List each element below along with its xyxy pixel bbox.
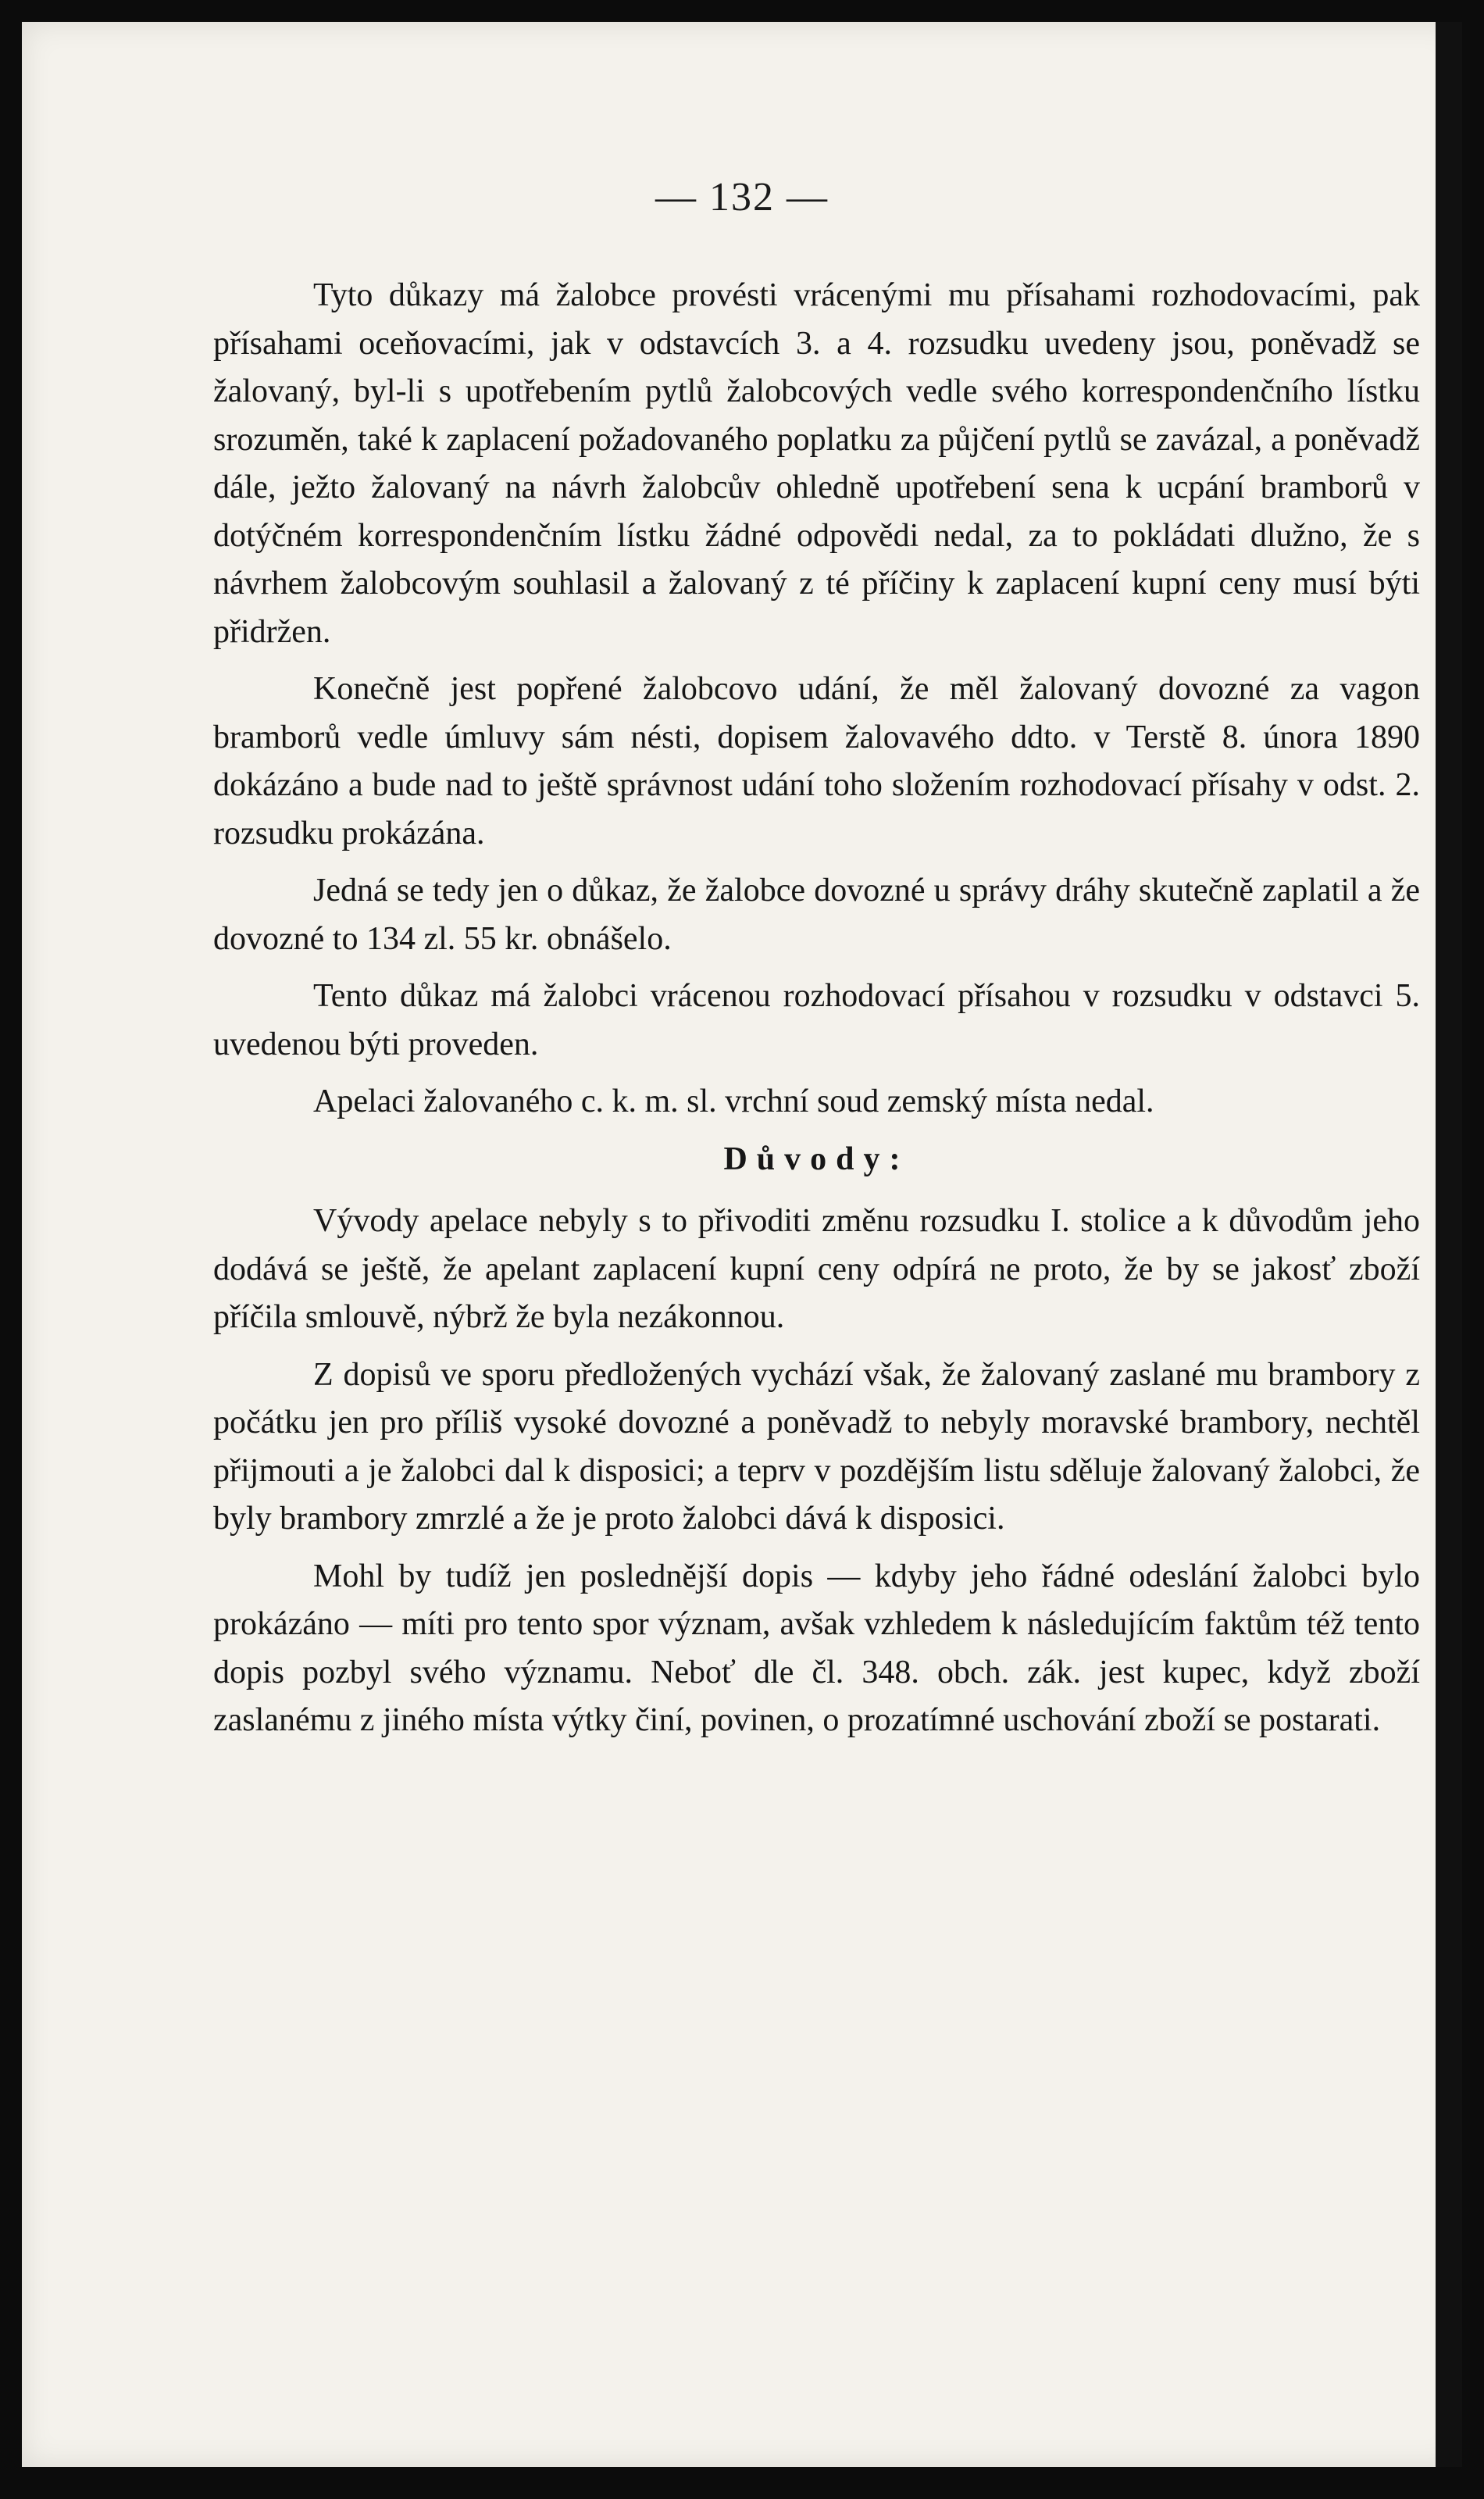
page-edge-shadow xyxy=(1436,22,1462,2467)
body-text xyxy=(213,272,1420,1755)
book-page xyxy=(22,22,1462,2467)
paragraph-8: Mohl by tudíž jen poslednější dopis — kdyby jeho řádné odeslání žalobci bylo prokázáno — míti pro tento spor význam, avšak vzhledem k následujícím faktům též tento dopis pozbyl svého významu. Neboť dle čl. 348. obch. zák. jest kupec, když zboží zaslanému z jiného místa výtky činí, povinen, o prozatímné uschování zboží se postarati. xyxy=(213,1558,1420,1738)
paragraph-4: Tento důkaz má žalobci vrácenou rozhodovací přísahou v rozsudku v odstavci 5. uvedenou býti proveden. xyxy=(213,978,1420,1062)
paragraph-7: Z dopisů ve sporu předložených vychází však, že žalovaný zaslané mu brambory z počátku jen pro příliš vysoké dovozné a poněvadž to nebyly moravské brambory, nechtěl přijmouti a je žalobci dal k disposici; a teprv v pozdějším listu sděluje žalovaný žalobci, že byly brambory zmrzlé a že je proto žalobci dává k disposici. xyxy=(213,1356,1420,1537)
paragraph-3: Jedná se tedy jen o důkaz, že žalobce dovozné u správy dráhy skutečně zaplatil a že dovozné to 134 zl. 55 kr. obnášelo. xyxy=(213,873,1420,957)
paragraph-5: Apelaci žalovaného c. k. m. sl. vrchní soud zemský místa nedal. xyxy=(313,1083,1154,1119)
page-number: — 132 — xyxy=(655,175,829,220)
paragraph-1: Tyto důkazy má žalobce provésti vrácenými mu přísahami rozhodovacími, pak přísahami oceňovacími, jak v odstavcích 3. a 4. rozsudku uvedeny jsou, poněvadž se žalovaný, byl-li s upotřebením pytlů žalobcových vedle svého korrespondenčního lístku srozuměn, také k zaplacení požadovaného poplatku za půjčení pytlů se zavázal, a poněvadž dále, ježto žalovaný na návrh žalobcův ohledně upotřebení sena k ucpání bramborů v dotýčném korrespondenčním lístku žádné odpovědi nedal, za to pokládati dlužno, že s návrhem žalobcovým souhlasil a žalovaný z té příčiny k zaplacení kupní ceny musí býti přidržen. xyxy=(213,277,1420,650)
section-heading: Důvody: xyxy=(723,1141,910,1177)
paragraph-6: Vývody apelace nebyly s to přivoditi změnu rozsudku I. stolice a k důvodům jeho dodává se ještě, že apelant zaplacení kupní ceny odpírá ne proto, že by se jakosť zboží příčila smlouvě, nýbrž že byla nezákonnou. xyxy=(213,1203,1420,1335)
paragraph-2: Konečně jest popřené žalobcovo udání, že měl žalovaný dovozné za vagon bramborů vedle úmluvy sám nésti, dopisem žalovavého ddto. v Terstě 8. února 1890 dokázáno a bude nad to ještě správnost udání toho složením rozhodovací přísahy v odst. 2. rozsudku prokázána. xyxy=(213,671,1420,851)
